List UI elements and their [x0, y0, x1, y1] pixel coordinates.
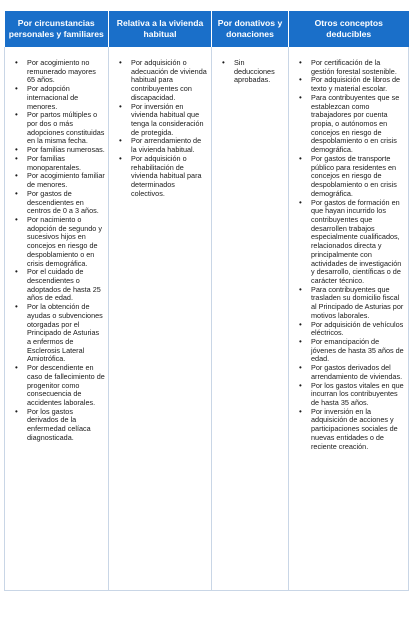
list-item: • Por familias monoparentales. — [5, 155, 105, 172]
table-row — [5, 47, 409, 590]
list-item: • Por gastos derivados del arrendamiento de viviendas. — [289, 364, 405, 381]
list-item: • Por adquisición de libros de texto y material escolar. — [289, 76, 405, 93]
bullet-list — [5, 59, 105, 443]
list-item: • Por gastos de descendientes en centros de 0 a 3 años. — [5, 190, 105, 216]
column-housing — [109, 47, 212, 590]
list-item: • Por gastos de formación en que hayan incurrido los contribuyentes que desarrollen trabajos especialmente cualificados, relacionados directa y principalmente con actividades de investigación y desarrollo, científicas o de carácter técnico. — [289, 199, 405, 286]
bullet-list — [212, 59, 285, 85]
bullet-list — [109, 59, 208, 199]
list-item: • Por acogimiento no remunerado mayores 65 años. — [5, 59, 105, 85]
header-donations: Por donativos y donaciones — [212, 11, 289, 47]
list-item: • Por nacimiento o adopción de segundo y sucesivos hijos en concejos en riesgo de despoblamiento o en crisis demográfica. — [5, 216, 105, 268]
list-item: • Por adquisición o adecuación de vivienda habitual para contribuyentes con discapacidad. — [109, 59, 208, 103]
list-item: • Por la obtención de ayudas o subvenciones otorgadas por el Principado de Asturias a enfermos de Esclerosis Lateral Amiotrófica. — [5, 303, 105, 364]
list-item: • Por inversión en la adquisición de acciones y participaciones sociales de nuevas entidades o de reciente creación. — [289, 408, 405, 452]
header-other-concepts: Otros conceptos deducibles — [289, 11, 409, 47]
header-personal-family: Por circunstancias personales y familiares — [5, 11, 109, 47]
list-item: • Por emancipación de jóvenes de hasta 35 años de edad. — [289, 338, 405, 364]
list-item: • Por familias numerosas. — [5, 146, 105, 155]
list-item: • Por acogimiento familiar de menores. — [5, 172, 105, 189]
list-item: • Para contribuyentes que se establezcan como trabajadores por cuenta propia, o autónomos en concejos en riesgo de despoblamiento o en crisis demográfica. — [289, 94, 405, 155]
list-item: • Por los gastos vitales en que incurran los contribuyentes de hasta 35 años. — [289, 382, 405, 408]
header-row — [5, 11, 409, 47]
column-donations — [212, 47, 289, 590]
bullet-list — [289, 59, 405, 451]
column-personal-family — [5, 47, 109, 590]
list-item: • Por inversión en vivienda habitual que tenga la consideración de protegida. — [109, 103, 208, 138]
list-item: • Sin deducciones aprobadas. — [212, 59, 285, 85]
list-item: • Para contribuyentes que trasladen su domicilio fiscal al Principado de Asturias por motivos laborales. — [289, 286, 405, 321]
list-item: • Por adquisición o rehabilitación de vivienda habitual para determinados colectivos. — [109, 155, 208, 199]
list-item: • Por certificación de la gestión forestal sostenible. — [289, 59, 405, 76]
table-header — [5, 11, 409, 47]
list-item: • Por adopción internacional de menores. — [5, 85, 105, 111]
header-housing: Relativa a la vivienda habitual — [109, 11, 212, 47]
list-item: • Por los gastos derivados de la enfermedad celíaca diagnosticada. — [5, 408, 105, 443]
list-item: • Por partos múltiples o por dos o más adopciones constituidas en la misma fecha. — [5, 111, 105, 146]
list-item: • Por gastos de transporte público para residentes en concejos en riesgo de despoblamiento o en crisis demográfica. — [289, 155, 405, 199]
deductions-table — [4, 11, 409, 591]
list-item: • Por arrendamiento de la vivienda habitual. — [109, 137, 208, 154]
list-item: • Por adquisición de vehículos eléctricos. — [289, 321, 405, 338]
list-item: • Por descendiente en caso de fallecimiento de progenitor como consecuencia de accidentes laborales. — [5, 364, 105, 408]
column-other-concepts — [289, 47, 409, 590]
list-item: • Por el cuidado de descendientes o adoptados de hasta 25 años de edad. — [5, 268, 105, 303]
table-body — [5, 47, 409, 590]
